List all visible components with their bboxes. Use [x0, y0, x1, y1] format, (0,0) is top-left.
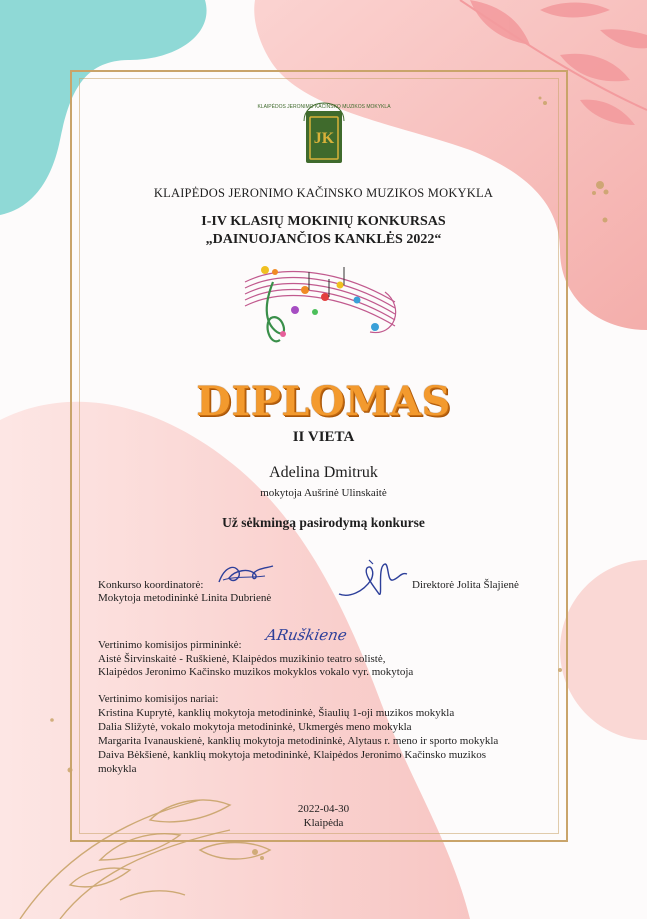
coordinator-name: Mokytoja metodininkė Linita Dubrienė [98, 592, 272, 604]
contest-subtitle: „DAINUOJANČIOS KANKLĖS 2022“ [205, 232, 442, 247]
diploma-title: DIPLOMAS [196, 378, 451, 425]
commission-chair-line-1: Aistė Širvinskaitė - Ruškienė, Klaipėdos muzikinio teatro solistė, [98, 653, 386, 665]
student-name: Adelina Dmitruk [269, 464, 378, 481]
logo-monogram: JK [313, 130, 335, 147]
commission-member: Margarita Ivanauskienė, kanklių mokytoja metodininkė, Alytaus r. meno ir sporto mokykla [98, 735, 499, 747]
commission-chair-label: Vertinimo komisijos pirmininkė: [98, 639, 242, 651]
director-name: Direktorė Jolita Šlajienė [412, 579, 519, 591]
commission-members-label: Vertinimo komisijos nariai: [98, 693, 219, 705]
school-name: KLAIPĖDOS JERONIMO KAČINSKO MUZIKOS MOKYKLA [153, 186, 494, 200]
commission-member: Daiva Bėkšienė, kanklių mokytoja metodininkė, Klaipėdos Jeronimo Kačinsko muzikos [98, 749, 486, 761]
music-notes-illustration [235, 252, 405, 352]
commission-member: Kristina Kuprytė, kanklių mokytoja metodininkė, Šiaulių 1-oji muzikos mokykla [98, 707, 455, 719]
school-logo [257, 97, 391, 167]
commission-member: mokykla [98, 763, 137, 775]
commission-member: Dalia Sližytė, vokalo mokytoja metodininkė, Ukmergės meno mokykla [98, 721, 412, 733]
issue-date: 2022-04-30 [297, 803, 350, 815]
award-place: II VIETA [292, 429, 355, 445]
teacher-name: mokytoja Aušrinė Ulinskaitė [260, 487, 387, 499]
chair-signature: ARuškiene [264, 626, 349, 644]
coordinator-label: Konkurso koordinatorė: [98, 579, 204, 591]
contest-title: I-IV KLASIŲ MOKINIŲ KONKURSAS [201, 214, 446, 229]
coordinator-signature [215, 560, 277, 590]
logo-ring-text: KLAIPĖDOS JERONIMO KAČINSKO MUZIKOS MOKYKLA [257, 104, 391, 110]
issue-city: Klaipėda [303, 817, 344, 829]
director-signature [335, 558, 410, 602]
award-reason: Už sėkmingą pasirodymą konkurse [222, 515, 425, 530]
commission-chair-line-2: Klaipėdos Jeronimo Kačinsko muzikos mokyklos vokalo vyr. mokytoja [98, 666, 414, 678]
